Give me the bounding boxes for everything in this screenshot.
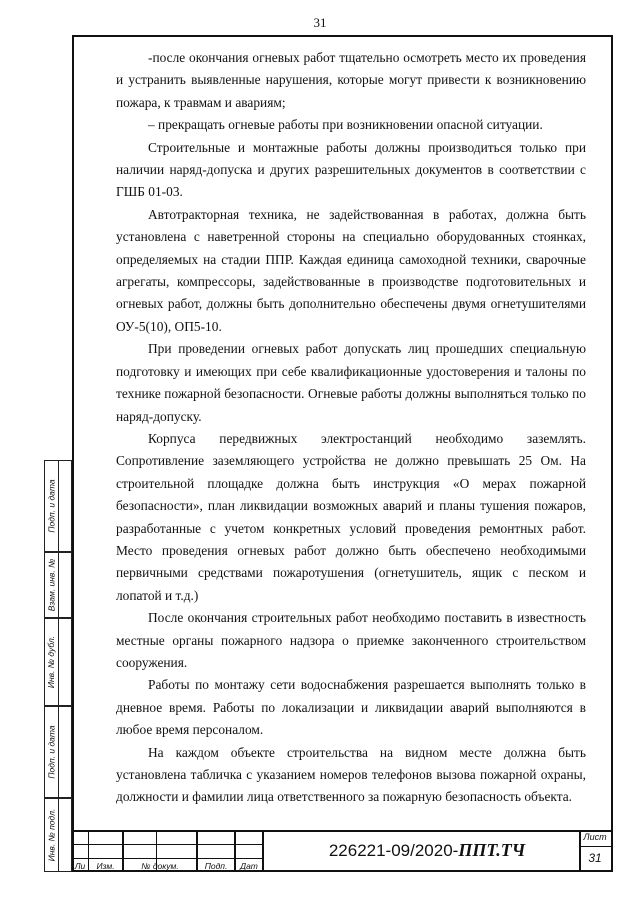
paragraph-3: Строительные и монтажные работы должны производиться только при наличии наряд-допуска и других разрешительных документов в соответствии с ГШБ 01-03. <box>116 139 586 200</box>
page-number-top: 31 <box>313 15 327 30</box>
column-label-signature: Подп. <box>204 861 228 871</box>
paragraph-8: Работы по монтажу сети водоснабжения разрешается выполнять только в дневное время. Работы по локализации и ликвидации аварий выполняются в любое время персоналом. <box>116 677 586 738</box>
document-code <box>272 840 582 861</box>
side-label-orig-inv: Инв. № подл. <box>46 808 57 862</box>
paragraph-9: На каждом объекте строительства на видном месте должна быть установлена табличка с указанием номеров телефонов вызова пожарной охраны, должности и фамилии лица ответственного за пожарную безопасность объекта. <box>116 744 586 805</box>
title-block-top-rule <box>72 830 613 832</box>
title-block-grid-line <box>262 830 264 872</box>
side-label-dup-inv: Инв. № дубл. <box>46 635 57 689</box>
title-block <box>72 830 613 872</box>
side-cell-replace-inv <box>44 552 72 618</box>
column-label-date: Дат <box>240 861 258 871</box>
column-label-doc-number: № докум. <box>141 861 179 871</box>
paragraph-4: Автотракторная техника, не задействованная в работах, должна быть установлена с наветренной стороны на специально оборудованных стоянках, определяемых на стадии ППР. Каждая единица самоходной техники, сварочные агрегаты, компрессоры, задействованные в производстве подготовительных и огневых работ, должны быть дополнительно обеспечены двумя огнетушителями ОУ-5(10), ОП5-10. <box>116 206 586 334</box>
column-label-li: Ли <box>74 861 86 871</box>
side-cell-dup-inv <box>44 618 72 706</box>
paragraph-6: Корпуса передвижных электростанций необходимо заземлять. Сопротивление заземляющего устройства не должно превышать 25 Ом. На строительной площадке должна быть инструкция «О мерах пожарной безопасности», план ликвидации возможных аварий и планы тушения пожаров, разработанные с учетом конкретных условий проведения ремонтных работ. Место проведения огневых работ должно быть обеспечено необходимыми первичными средствами пожаротушения (огнетушитель, ящик с песком и лопатой и т.д.) <box>116 430 586 603</box>
side-stamp <box>44 460 72 872</box>
paragraph-1: -после окончания огневых работ тщательно осмотреть место их проведения и устранить выявленные нарушения, которые могут привести к возникновению пожара, к травмам и авариям; <box>116 50 586 110</box>
paragraph-7: После окончания строительных работ необходимо поставить в известность местные органы пожарного надзора о приемке законченного строительством сооружения. <box>116 610 586 670</box>
paragraph-5: При проведении огневых работ допускать лиц прошедших специальную подготовку и имеющих при себе квалификационные удостоверения и талоны по технике пожарной безопасности. Огневые работы должны выполняться только по наряд-допуску. <box>116 341 586 424</box>
side-label-sign-date-2: Подп. и дата <box>46 725 57 779</box>
paragraph-2: – прекращать огневые работы при возникновении опасной ситуации. <box>148 117 543 133</box>
column-label-change: Изм. <box>96 861 115 871</box>
side-label-sign-date-1: Подп. и дата <box>46 479 57 533</box>
document-code-prefix: 226221-09/2020- <box>328 841 459 860</box>
side-label-replace-inv: Взам. инв. № <box>46 558 57 612</box>
sheet-number: 31 <box>588 851 602 865</box>
side-cell-sign-date-1 <box>44 460 72 552</box>
document-code-suffix: ППТ.ТЧ <box>458 840 526 860</box>
sheet-label: Лист <box>583 832 607 842</box>
side-cell-orig-inv <box>44 798 72 872</box>
document-body <box>116 47 586 809</box>
title-block-grid-line <box>579 846 613 847</box>
side-cell-sign-date-2 <box>44 706 72 798</box>
